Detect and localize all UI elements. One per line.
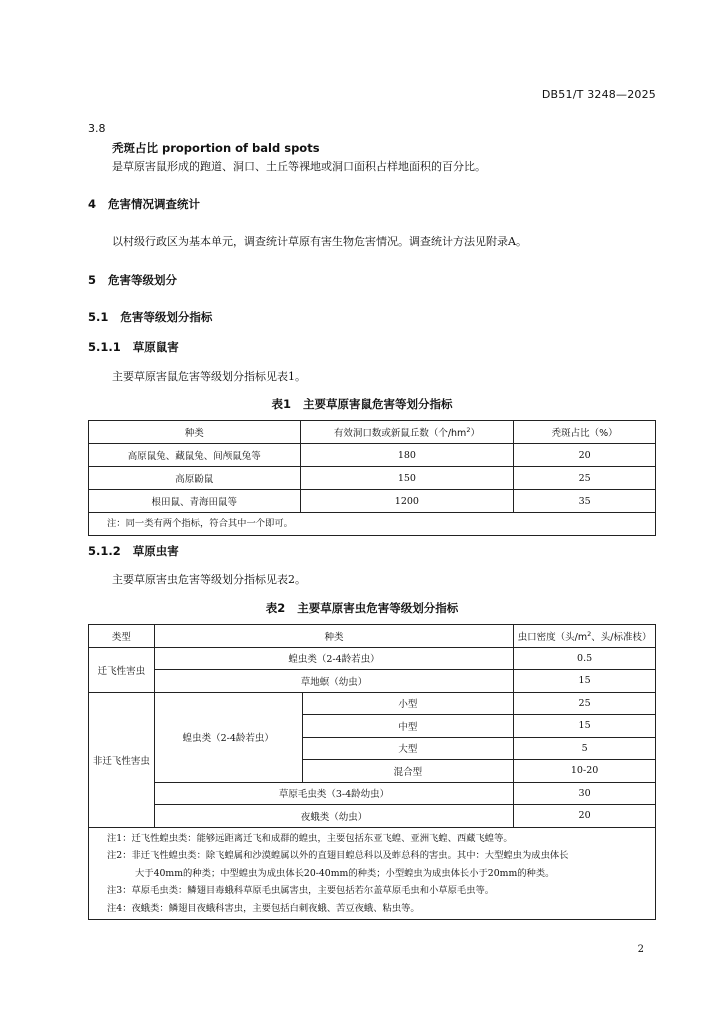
table1-cell-species: 高原鼠兔、藏鼠兔、间颅鼠兔等 (89, 444, 301, 467)
table2-type-migratory: 迁飞性害虫 (89, 647, 155, 692)
table1-cell-density: 180 (300, 444, 514, 467)
table2-header-species: 种类 (154, 625, 513, 648)
table1-header-species: 种类 (89, 421, 301, 444)
table2-note-2-cont: 大于40mm的种类；中型蝗虫为成虫体长20-40mm的种类；小型蝗虫为成虫体长小于20mm的种类。 (135, 867, 555, 879)
table2-locust-group: 蝗虫类（2-4龄若虫） (154, 692, 302, 782)
table2-notes-row (89, 827, 656, 920)
section-3-8-definition: 是草原害鼠形成的跑道、洞口、土丘等裸地或洞口面积占样地面积的百分比。 (112, 160, 486, 173)
table2-note-1: 注1：迁飞性蝗虫类：能够远距离迁飞和成群的蝗虫，主要包括东亚飞蝗、亚洲飞蝗、西藏飞蝗等。 (107, 832, 513, 844)
table2-type-non-migratory: 非迁飞性害虫 (89, 692, 155, 827)
standard-number: DB51/T 3248—2025 (541, 88, 656, 101)
table2-notes (89, 827, 656, 920)
section-3-8-term: 秃斑占比 proportion of bald spots (112, 141, 320, 155)
table2-header-density-text: 虫口密度（头/m (517, 631, 588, 643)
table2-header-density-end: 、头/标准枝） (591, 631, 652, 643)
section-5-1-heading: 5.1 危害等级划分指标 (88, 310, 213, 324)
table1-cell-bald: 25 (514, 467, 656, 490)
section-4-body: 以村级行政区为基本单元，调查统计草原有害生物危害情况。调查统计方法见附录A。 (112, 235, 527, 248)
table1-cell-species: 根田鼠、青海田鼠等 (89, 490, 301, 513)
table2-header-density (514, 625, 656, 648)
table2-cell-species: 草原毛虫类（3-4龄幼虫） (154, 782, 513, 805)
table2-note-3: 注3：草原毛虫类：鳞翅目毒蛾科草原毛虫属害虫，主要包括若尔盖草原毛虫和小草原毛虫等。 (107, 885, 495, 896)
table2-cell-size: 大型 (302, 737, 514, 760)
table1-header-density-end: ） (470, 428, 480, 439)
section-5-heading: 5 危害等级划分 (88, 273, 178, 287)
section-5-1-1-heading: 5.1.1 草原鼠害 (88, 340, 179, 354)
table2-note-2: 注2：非迁飞性蝗虫类：除飞蝗属和沙漠蝗属以外的直翅目蝗总科以及蚱总科的害虫。其中：大型蝗虫为成虫体长 (107, 850, 569, 861)
table1 (88, 420, 656, 536)
table2-cell-density: 25 (514, 692, 656, 715)
section-4-heading: 4 危害情况调查统计 (88, 197, 201, 211)
table2-cell-density: 30 (514, 782, 656, 805)
table2-cell-density: 15 (514, 715, 656, 738)
table2-header-type: 类型 (89, 625, 155, 648)
table1-header-density (300, 421, 514, 444)
section-3-8-number: 3.8 (88, 122, 106, 135)
table2-header-row (89, 625, 656, 648)
table1-cell-density: 1200 (300, 490, 514, 513)
table1-cell-species: 高原鼢鼠 (89, 467, 301, 490)
table2-header-density-sup: 2 (587, 629, 592, 638)
table2-cell-density: 15 (514, 670, 656, 693)
table1-header-bald: 秃斑占比（%） (514, 421, 656, 444)
section-5-1-2-body: 主要草原害虫危害等级划分指标见表2。 (112, 573, 306, 586)
table2-cell-size: 混合型 (302, 760, 514, 783)
table2-cell-density: 0.5 (514, 647, 656, 670)
table2-cell-size: 小型 (302, 692, 514, 715)
table1-cell-density: 150 (300, 467, 514, 490)
table-row (89, 444, 656, 467)
table-row (89, 782, 656, 805)
section-5-1-1-body: 主要草原害鼠危害等级划分指标见表1。 (112, 370, 306, 383)
table2-cell-density: 20 (514, 805, 656, 828)
table1-caption: 表1 主要草原害鼠危害等划分指标 (271, 397, 453, 411)
table2-cell-density: 5 (514, 737, 656, 760)
table-row (89, 647, 656, 670)
table2-cell-species: 夜蛾类（幼虫） (154, 805, 513, 828)
table1-header-density-text: 有效洞口数或新鼠丘数（个/hm (333, 428, 467, 439)
table2 (88, 624, 656, 920)
table2-cell-size: 中型 (302, 715, 514, 738)
table1-cell-bald: 20 (514, 444, 656, 467)
table2-note-4: 注4：夜蛾类：鳞翅目夜蛾科害虫，主要包括白刺夜蛾、苦豆夜蛾、粘虫等。 (107, 902, 420, 914)
table1-header-row (89, 421, 656, 444)
table-row (89, 692, 656, 715)
table1-header-density-sup: 2 (466, 425, 471, 434)
table2-cell-species: 蝗虫类（2-4龄若虫） (154, 647, 513, 670)
section-5-1-2-heading: 5.1.2 草原虫害 (88, 544, 179, 558)
table-row (89, 670, 656, 693)
table1-note-row (89, 513, 656, 536)
table2-caption: 表2 主要草原害虫危害等级划分指标 (265, 601, 459, 615)
table-row (89, 490, 656, 513)
page-number: 2 (637, 944, 644, 955)
table1-note: 注：同一类有两个指标，符合其中一个即可。 (89, 513, 656, 536)
table2-cell-density: 10-20 (514, 760, 656, 783)
table-row (89, 467, 656, 490)
table1-cell-bald: 35 (514, 490, 656, 513)
table-row (89, 805, 656, 828)
table2-cell-species: 草地螟（幼虫） (154, 670, 513, 693)
